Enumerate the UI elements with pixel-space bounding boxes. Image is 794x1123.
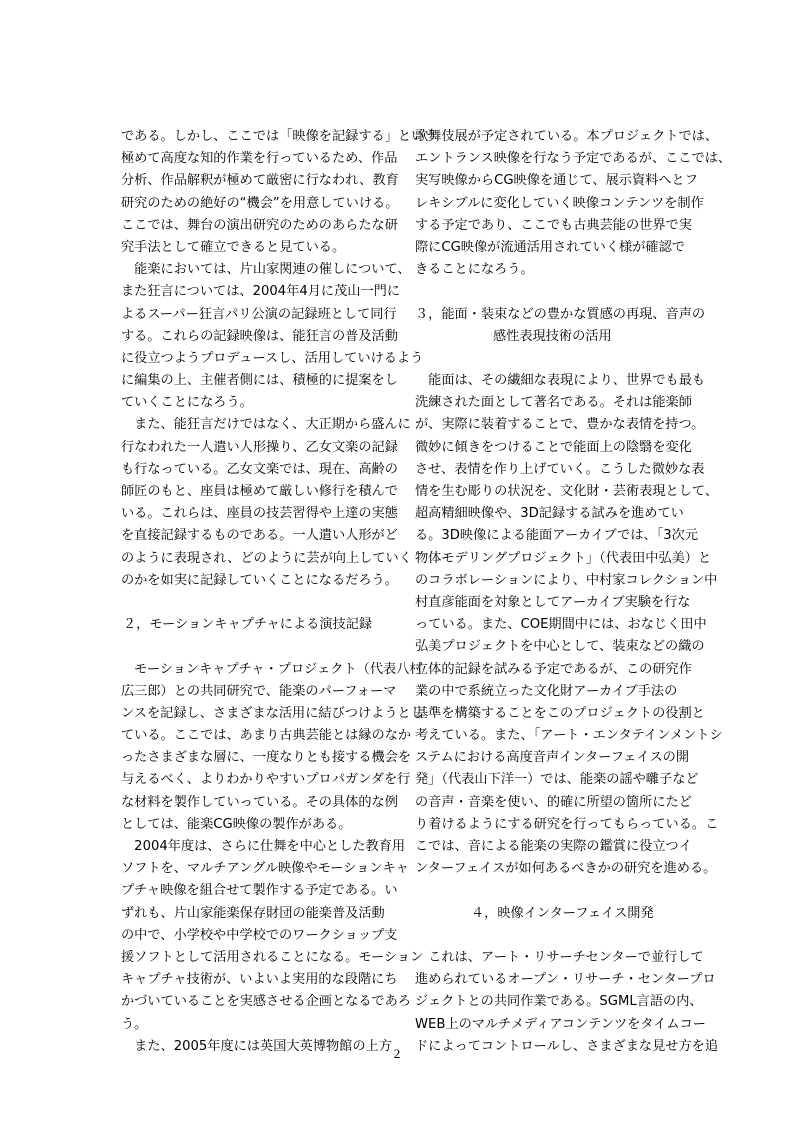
text-line: である。しかし、ここでは「映像を記録する」という bbox=[121, 129, 438, 144]
text-line: させ、表情を作り上げていく。こうした微妙な表 bbox=[415, 461, 705, 477]
text-line: 業の中で系統立った文化財アーカイブ手法の bbox=[415, 683, 678, 699]
text-line: 与えるべく、よりわかりやすいプロパガンダを行 bbox=[121, 772, 411, 788]
text-line: ドによってコントロールし、さまざまな見せ方を追 bbox=[415, 1038, 719, 1054]
text-line: ている。ここでは、あまり古典芸能とは縁のなか bbox=[121, 728, 412, 744]
text-line: キャプチャ技術が、いよいよ実用的な段階にち bbox=[121, 972, 398, 988]
text-line: 進められているオープン・リサーチ・センタープロ bbox=[415, 972, 716, 988]
text-line: っている。また、COE期間中には、おなじく田中 bbox=[415, 617, 707, 633]
paragraph bbox=[415, 947, 719, 1058]
text-line: プチャ映像を組合せて製作する予定である。い bbox=[121, 883, 398, 899]
text-line: が、実際に装着することで、豊かな表情を持つ。 bbox=[415, 417, 705, 433]
text-line: な材料を製作していっている。その具体的な例 bbox=[121, 794, 398, 810]
text-line: に役立つようプロデュースし、活用していけるよう bbox=[121, 350, 424, 366]
text-line: 洗練された面として著名である。それは能楽師 bbox=[415, 395, 692, 411]
text-line: 物体モデリングプロジェクト」（代表田中弘美）と bbox=[415, 550, 712, 566]
text-line: きることになろう。 bbox=[415, 262, 534, 278]
paragraph bbox=[121, 659, 424, 837]
text-line: また、能狂言だけではなく、大正期から盛んに bbox=[121, 417, 411, 433]
text-line: のように表現され、どのように芸が向上していく bbox=[121, 550, 412, 566]
text-line: ステムにおける高度音声インターフェイスの開 bbox=[415, 750, 690, 766]
text-line: 際にCG映像が流通活用されていく様が確認で bbox=[415, 239, 685, 255]
text-line: こでは、音による能楽の実際の鑑賞に役立つイ bbox=[415, 839, 692, 854]
text-line: り着けるようにする研究を行ってもらっている。こ bbox=[415, 816, 719, 832]
text-line: 超高精細映像や、3D記録する試みを進めてい bbox=[415, 506, 684, 522]
text-line: も行なっている。乙女文楽では、現在、高齢の bbox=[121, 461, 398, 477]
section-heading-3-continued: 感性表現技術の活用 bbox=[493, 328, 612, 344]
text-line: 分析、作品解釈が極めて厳密に行なわれ、教育 bbox=[121, 173, 399, 189]
text-line: 立体的記録を試みる予定であるが、この研究作 bbox=[415, 661, 692, 677]
text-line: 歌舞伎展が予定されている。本プロジェクトでは、 bbox=[415, 129, 719, 144]
text-line: 師匠のもと、座員は極めて厳しい修行を積んで bbox=[121, 484, 398, 499]
text-line: の音声・音楽を使い、的確に所望の箇所にたど bbox=[415, 794, 692, 810]
section-heading-3: ３，能面・装束などの豊かな質感の再現、音声の bbox=[415, 306, 706, 322]
paragraph bbox=[121, 259, 424, 414]
text-line: う。 bbox=[121, 1016, 148, 1032]
left-column bbox=[121, 126, 438, 1058]
text-line: ていくことになろう。 bbox=[121, 395, 253, 411]
paragraph bbox=[121, 414, 412, 592]
text-line: 広三郎）との共同研究で、能楽のパーフォーマ bbox=[121, 683, 397, 699]
text-line: かづいていることを実感させる企画となるであろ bbox=[121, 994, 411, 1010]
text-line: ったさまざまな層に、一度なりとも接する機会を bbox=[121, 750, 412, 766]
text-line: モーションキャプチャ・プロジェクト（代表八村 bbox=[121, 661, 423, 677]
text-line: に編集の上、主催者側には、積極的に提案をし bbox=[121, 373, 398, 389]
text-line: WEB上のマルチメディアコンテンツをタイムコー bbox=[415, 1016, 706, 1032]
text-line: としては、能楽CG映像の製作がある。 bbox=[121, 816, 352, 832]
text-line: のコラボレーションにより、中村家コレクション中 bbox=[415, 572, 718, 588]
text-line: レキシブルに変化していく映像コンテンツを制作 bbox=[415, 195, 704, 211]
right-column bbox=[415, 126, 732, 1058]
text-line: これは、アート・リサーチセンターで並行して bbox=[415, 949, 704, 965]
text-line: 2004年度は、さらに仕舞を中心とした教育用 bbox=[121, 839, 406, 854]
text-line: また、2005年度には英国大英博物館の上方 bbox=[121, 1038, 392, 1054]
text-line: また狂言については、2004年4月に茂山一門に bbox=[121, 284, 401, 300]
section-heading-4: ４，映像インターフェイス開発 bbox=[471, 905, 654, 921]
text-line: 究手法として確立できると見ている。 bbox=[121, 239, 346, 255]
text-line: 弘美プロジェクトを中心として、装束などの織の bbox=[415, 639, 705, 655]
text-line: する。これらの記録映像は、能狂言の普及活動 bbox=[121, 328, 398, 344]
text-line: ンスを記録し、さまざまな活用に結びつけようとし bbox=[121, 705, 424, 721]
text-line: の中で、小学校や中学校でのワークショップ支 bbox=[121, 927, 398, 943]
text-line: を直接記録するものである。一人遣い人形がど bbox=[121, 528, 398, 544]
text-line: 村直彦能面を対象としてアーカイブ実験を行な bbox=[415, 594, 691, 610]
text-line: ここでは、舞台の演出研究のためのあらたな研 bbox=[121, 217, 398, 233]
text-line: のかを如実に記録していくことになるだろう。 bbox=[121, 572, 398, 588]
text-line: ずれも、片山家能楽保存財団の能楽普及活動 bbox=[121, 905, 385, 921]
paragraph bbox=[121, 126, 438, 259]
text-line: 基準を構築することをこのプロジェクトの役割と bbox=[415, 705, 705, 721]
text-line: 情を生む彫りの状況を、文化財・芸術表現として、 bbox=[415, 484, 719, 499]
section-heading-2: ２，モーションキャプチャによる演技記録 bbox=[123, 617, 373, 633]
text-line: 能楽においては、片山家関連の催しについて、 bbox=[121, 262, 411, 278]
text-line: ソフトを、マルチアングル映像やモーションキャ bbox=[121, 861, 409, 877]
text-line: する予定であり、ここでも古典芸能の世界で実 bbox=[415, 217, 692, 233]
text-line: エントランス映像を行なう予定であるが、ここでは、 bbox=[415, 151, 732, 167]
text-line: 考えている。また、「アート・エンタテインメントシ bbox=[415, 728, 723, 744]
text-line: 極めて高度な知的作業を行っているため、作品 bbox=[121, 151, 398, 167]
text-line: 微妙に傾きをつけることで能面上の陰翳を変化 bbox=[415, 439, 692, 455]
paragraph bbox=[121, 836, 424, 1036]
paragraph bbox=[415, 370, 723, 880]
text-line: ジェクトとの共同作業である。SGML言語の内、 bbox=[415, 994, 703, 1010]
text-line: ンターフェイスが如何あるべきかの研究を進める。 bbox=[415, 861, 717, 877]
text-line: 援ソフトとして活用されることになる。モーション bbox=[121, 949, 424, 965]
text-line: 実写映像からCG映像を通じて、展示資料へとフ bbox=[415, 173, 698, 189]
text-line: 研究のための絶好の“機会”を用意していける。 bbox=[121, 195, 399, 211]
text-line: 能面は、その繊細な表現により、世界でも最も bbox=[415, 373, 706, 389]
text-line: よるスーパー狂言パリ公演の記録班として同行 bbox=[121, 306, 397, 322]
text-line: 行なわれた一人遣い人形操り、乙女文楽の記録 bbox=[121, 439, 398, 455]
text-line: 発」（代表山下洋一）では、能楽の謡や囃子など bbox=[415, 772, 699, 788]
text-line: る。3D映像による能面アーカイブでは、「3次元 bbox=[415, 528, 699, 544]
page-number: 2 bbox=[393, 1046, 401, 1061]
paragraph bbox=[415, 126, 732, 281]
text-line: いる。これらは、座員の技芸習得や上達の実態 bbox=[121, 506, 398, 522]
